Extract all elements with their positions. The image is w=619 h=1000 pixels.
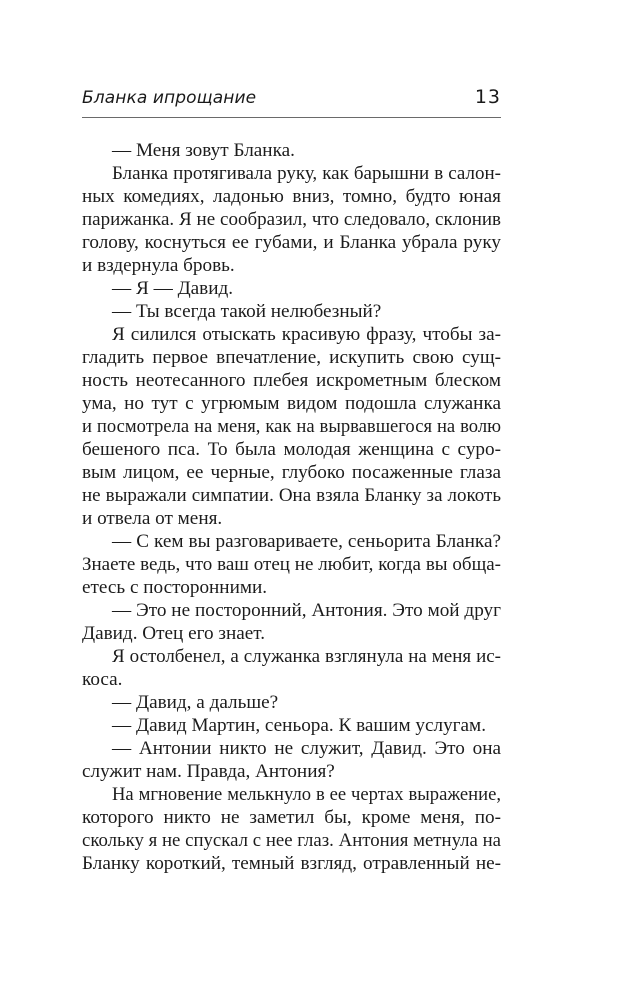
text-line: и отвела от меня. [82, 508, 223, 529]
text-line: — Давид, а дальше? [112, 692, 279, 713]
text-line: Знаете ведь, что ваш отец не любит, когда вы обща- [82, 554, 501, 575]
text-line: — Давид Мартин, сеньора. К вашим услугам. [112, 715, 486, 736]
text-line: — Ты всегда такой нелюбезный? [112, 301, 382, 322]
text-line: которого никто не заметил бы, кроме меня, по- [82, 807, 501, 828]
text-line: ных комедиях, ладонью вниз, томно, будто юная [82, 186, 501, 207]
text-line: гладить первое впечатление, искупить свою сущ- [82, 347, 501, 368]
text-line: ума, но тут с угрюмым видом подошла служанка [82, 393, 501, 414]
text-line: скольку я не спускал с нее глаз. Антония метнула на [82, 830, 501, 851]
page-number: 13 [474, 86, 501, 108]
text-line: — Я — Давид. [112, 278, 234, 299]
text-line: Давид. Отец его знает. [82, 623, 266, 644]
text-line: Я силился отыскать красивую фразу, чтобы за- [112, 324, 501, 345]
running-title: Бланка ипрощание [82, 88, 257, 108]
text-line: служит нам. Правда, Антония? [82, 761, 335, 782]
running-header [82, 88, 501, 114]
header-rule [82, 117, 501, 118]
text-line: вым лицом, ее черные, глубоко посаженные глаза [82, 462, 501, 483]
text-line: и посмотрела на меня, как на вырвавшегося на волю [82, 416, 501, 437]
text-line: Я остолбенел, а служанка взглянула на меня ис- [112, 646, 501, 667]
text-line: ность неотесанного плебея искрометным блеском [82, 370, 501, 391]
text-line: На мгновение мелькнуло в ее чертах выражение, [112, 784, 501, 805]
text-line: — Антонии никто не служит, Давид. Это она [112, 738, 501, 759]
text-line: — Меня зовут Бланка. [112, 140, 295, 161]
text-line: не выражали симпатии. Она взяла Бланку за локоть [82, 485, 501, 506]
text-line: и вздернула бровь. [82, 255, 235, 276]
text-line: — Это не посторонний, Антония. Это мой друг [112, 600, 501, 621]
text-line: голову, коснуться ее губами, и Бланка убрала руку [82, 232, 501, 253]
text-line: етесь с посторонними. [82, 577, 268, 598]
body-text [82, 139, 501, 875]
text-line: — С кем вы разговариваете, сеньорита Бланка? [112, 531, 501, 552]
text-line: коса. [82, 669, 123, 690]
text-line: бешеного пса. То была молодая женщина с суро- [82, 439, 501, 460]
text-line: Бланку короткий, темный взгляд, отравленный не- [82, 853, 501, 874]
text-line: парижанка. Я не сообразил, что следовало, склонив [82, 209, 501, 230]
text-line: Бланка протягивала руку, как барышни в салон- [112, 163, 501, 184]
